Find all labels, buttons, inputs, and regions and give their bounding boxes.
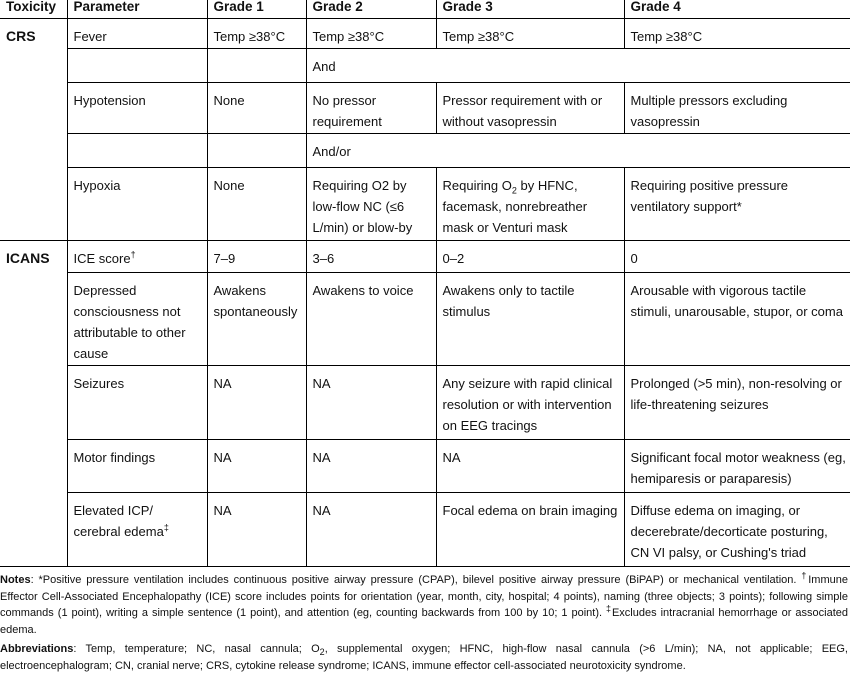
header-toxicity: Toxicity (0, 0, 67, 19)
consciousness-grade-2: Awakens to voice (306, 273, 436, 366)
ice-grade-4: 0 (624, 241, 850, 273)
icp-grade-3: Focal edema on brain imaging (436, 493, 624, 567)
seizures-grade-4: Prolonged (>5 min), non-resolving or life-threatening seizures (624, 366, 850, 440)
ice-grade-3: 0–2 (436, 241, 624, 273)
table-row-andor-connector (0, 134, 850, 168)
header-grade-3: Grade 3 (436, 0, 624, 19)
motor-grade-3: NA (436, 440, 624, 493)
fever-grade-3: Temp ≥38°C (436, 19, 624, 49)
toxicity-label-crs: CRS (0, 19, 67, 49)
hypotension-grade-2: No pressor requirement (306, 83, 436, 134)
consciousness-grade-4: Arousable with vigorous tactile stimuli, unarousable, stupor, or coma (624, 273, 850, 366)
table-row-hypoxia (0, 168, 850, 241)
hypoxia-grade-2: Requiring O2 by low-flow NC (≤6 L/min) or blow-by (306, 168, 436, 241)
table-row-consciousness (0, 273, 850, 366)
seizures-grade-2: NA (306, 366, 436, 440)
parameter-fever: Fever (67, 19, 207, 49)
header-grade-2: Grade 2 (306, 0, 436, 19)
consciousness-grade-1: Awakens spontaneously (207, 273, 306, 366)
motor-grade-1: NA (207, 440, 306, 493)
hypotension-grade-4: Multiple pressors excluding vasopressin (624, 83, 850, 134)
hypoxia-grade-4: Requiring positive pressure ventilatory support* (624, 168, 850, 241)
connector-and-or: And/or (306, 134, 850, 168)
header-grade-4: Grade 4 (624, 0, 850, 19)
connector-and: And (306, 49, 850, 83)
hypoxia-grade-1: None (207, 168, 306, 241)
icp-grade-4: Diffuse edema on imaging, or decerebrate/decorticate posturing, CN VI palsy, or Cushing's triad (624, 493, 850, 567)
parameter-icp: Elevated ICP/ cerebral edema‡ (67, 493, 207, 567)
table-row-icp (0, 493, 850, 567)
motor-grade-2: NA (306, 440, 436, 493)
seizures-grade-1: NA (207, 366, 306, 440)
header-parameter: Parameter (67, 0, 207, 19)
table-row-ice-score (0, 241, 850, 273)
ice-grade-2: 3–6 (306, 241, 436, 273)
parameter-hypotension: Hypotension (67, 83, 207, 134)
hypotension-grade-3: Pressor requirement with or without vasopressin (436, 83, 624, 134)
hypotension-grade-1: None (207, 83, 306, 134)
icp-grade-2: NA (306, 493, 436, 567)
parameter-hypoxia: Hypoxia (67, 168, 207, 241)
fever-grade-4: Temp ≥38°C (624, 19, 850, 49)
parameter-motor: Motor findings (67, 440, 207, 493)
table-row-seizures (0, 366, 850, 440)
ice-grade-1: 7–9 (207, 241, 306, 273)
fever-grade-1: Temp ≥38°C (207, 19, 306, 49)
table-row-hypotension (0, 83, 850, 134)
notes-paragraph: Notes: *Positive pressure ventilation includes continuous positive airway pressure (CPAP), bilevel positive airway pressure (BiPAP) or mechanical ventilation. †Immune Effector Cell-Associated Encephalopathy (ICE) score includes points for orientation (year, month, city, hospital; 4 points), naming (three objects; 3 points); following simple commands (1 point), writing a simple sentence (1 point), and attention (eg, counting backwards from 100 by 10; 1 point). ‡Excludes intracranial hemorrhage or associated edema. (0, 570, 848, 637)
header-grade-1: Grade 1 (207, 0, 306, 19)
parameter-ice-score: ICE score† (67, 241, 207, 273)
table-row-fever (0, 19, 850, 49)
hypoxia-grade-3: Requiring $O_2$ by HFNC, facemask, nonrebreather mask or Venturi mask (436, 168, 624, 241)
toxicity-label-icans: ICANS (0, 241, 67, 273)
fever-grade-2: Temp ≥38°C (306, 19, 436, 49)
table-row-and-connector (0, 49, 850, 83)
icp-grade-1: NA (207, 493, 306, 567)
header-row (0, 0, 850, 19)
abbreviations-label: Abbreviations (0, 642, 74, 655)
notes-label: Notes (0, 574, 31, 586)
motor-grade-4: Significant focal motor weakness (eg, hemiparesis or paraparesis) (624, 440, 850, 493)
consciousness-grade-3: Awakens only to tactile stimulus (436, 273, 624, 366)
parameter-consciousness: Depressed consciousness not attributable to other cause (67, 273, 207, 366)
parameter-seizures: Seizures (67, 366, 207, 440)
abbreviations-paragraph: Abbreviations: Temp, temperature; NC, nasal cannula; $O_2$, supplemental oxygen; HFNC, high-flow nasal cannula (>6 L/min); NA, not applicable; EEG, electroencephalogram; CN, cranial nerve; CRS, cytokine release syndrome; ICANS, immune effector cell-associated neurotoxicity syndrome. (0, 642, 848, 672)
table-row-motor (0, 440, 850, 493)
seizures-grade-3: Any seizure with rapid clinical resolution or with intervention on EEG tracings (436, 366, 624, 440)
table-footnotes (0, 572, 848, 674)
